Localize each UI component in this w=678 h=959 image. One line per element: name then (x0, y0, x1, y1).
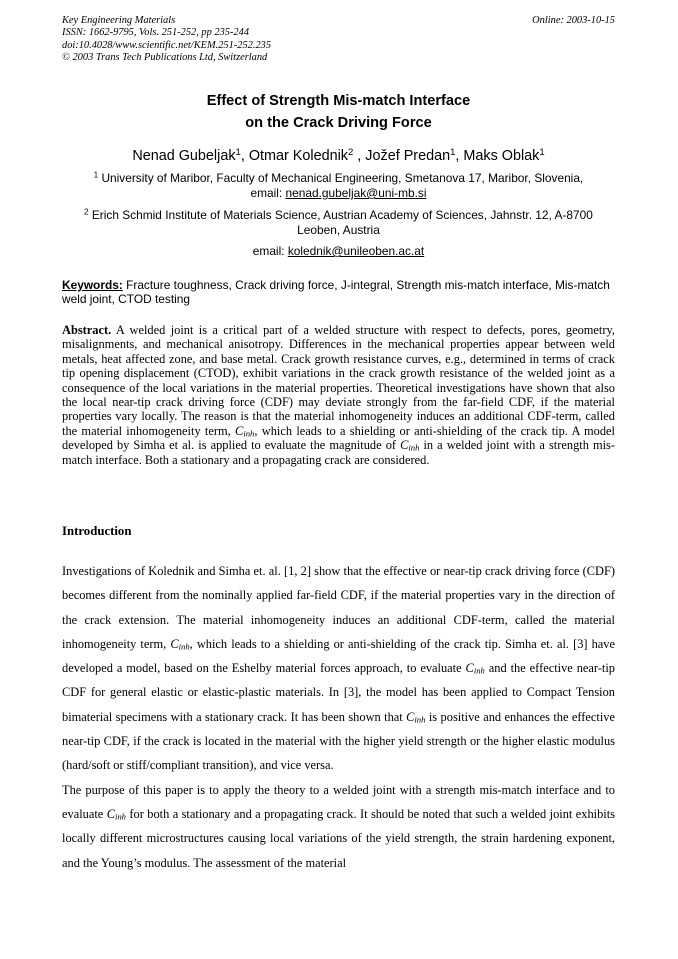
author-separator: , (455, 148, 464, 164)
author-list (62, 146, 615, 166)
keywords-label: Keywords: (62, 278, 123, 292)
symbol-cinh: $C_{inh}$ (106, 806, 127, 822)
author (132, 148, 249, 164)
affiliation-2-email (62, 244, 615, 259)
abstract-label: Abstract. (62, 323, 112, 337)
online-date: Online: 2003-10-15 (532, 15, 615, 26)
email-label: email: (250, 186, 286, 200)
title-line-1: Effect of Strength Mis-match Interface (206, 93, 471, 109)
affiliation-number: 2 (84, 207, 89, 217)
paper-title (62, 90, 615, 134)
author-name: Maks Oblak (463, 148, 540, 164)
author-name: Jožef Predan (365, 148, 451, 164)
author-affil-mark: 1 (450, 146, 456, 158)
abstract-text: in a welded joint with a strength mis-match interface. Both a stationary and a propagating crack are considered. (62, 438, 615, 467)
doi-line: doi:10.4028/www.scientific.net/KEM.251-252.235 (62, 39, 272, 51)
author-separator: , (240, 148, 249, 164)
title-line-2: on the Crack Driving Force (245, 115, 432, 131)
email-label: email: (252, 244, 288, 258)
author-separator: , (353, 148, 366, 164)
keywords-text: Fracture toughness, Crack driving force, J-integral, Strength mis-match interface, Mis-match weld joint, CTOD testing (62, 278, 610, 307)
paragraph: Investigations of Kolednik and Simha et. al. [1, 2] show that the effective or near-tip crack driving force (CDF) becomes different from the nominally applied far-field CDF, if the material properties vary in the direction of the crack extension. The material inhomogeneity induces an additional CDF-term, called the material inhomogeneity term, $C_{inh}$, which leads to a shielding or anti-shielding of the crack tip. Simha et. al. [3] have developed a model, based on the Eshelby material forces approach, to evaluate $C_{inh}$ and the effective near-tip CDF for general elastic or elastic-plastic materials. In [3], the model has been applied to Compact Tension bimaterial specimens with a stationary crack. It has been shown that $C_{inh}$ is positive and enhances the effective near-tip CDF, if the crack is located in the material with the higher yield strength or the higher elastic modulus (hard/soft or stiff/compliant transition), and vice versa. (62, 564, 615, 773)
abstract-text: A welded joint is a critical part of a welded structure with respect to defects, pores, geometry, misalignments, and mechanical anisotropy. Differences in the mechanical properties appear between weld metals, heat affected zone, and base metal. Crack growth resistance curves, e.g., determined in terms of crack tip opening displacement (CTOD), exhibit variations in the crack growth resistance of the welded joint as a consequence of the local variations in the material properties. Theoretical investigations have shown that also the local near-tip crack driving force (CDF) may deviate strongly from the far-field CDF, if the material properties vary locally. The reason is that the material inhomogeneity induces an additional CDF-term, called the material inhomogeneity term, (62, 323, 615, 438)
affiliation-text: University of Maribor, Faculty of Mechanical Engineering, Smetanova 17, Maribor, Slovenia, (101, 171, 584, 185)
copyright-line: © 2003 Trans Tech Publications Ltd, Switzerland (62, 52, 268, 64)
symbol-cinh: $C_{inh}$ (400, 438, 420, 453)
affiliation-2 (62, 208, 615, 238)
paragraph: The purpose of this paper is to apply the theory to a welded joint with a strength mis-match interface and to evaluate $C_{inh}$ for both a stationary and a propagating crack. It should be noted that such a welded joint exhibits locally different microstructures causing local variations of the yield strength, the strain hardening exponent, and the Young’s modulus. The assessment of the material (62, 782, 615, 870)
author-name: Nenad Gubeljak (132, 148, 236, 164)
affiliation-1 (62, 171, 615, 201)
introduction-body (62, 559, 615, 875)
affiliation-number: 1 (93, 170, 99, 180)
author (463, 148, 544, 164)
author-affil-mark: 2 (348, 146, 354, 158)
issn-line: ISSN: 1662-9795, Vols. 251-252, pp 235-244 (62, 27, 250, 39)
journal-name: Key Engineering Materials (62, 15, 176, 26)
abstract (62, 323, 615, 467)
author-affil-mark: 1 (235, 146, 241, 158)
symbol-cinh: $C_{inh}$ (465, 661, 485, 676)
abstract-text: , which leads to a shielding or anti-shielding of the crack tip. A model developed by Simha et al. is applied to evaluate the magnitude of (62, 423, 615, 453)
author (249, 148, 365, 164)
symbol-cinh: $C_{inh}$ (235, 423, 255, 439)
keywords (62, 278, 615, 307)
journal-header (62, 15, 442, 65)
section-heading-introduction: Introduction (62, 524, 132, 538)
email-link[interactable]: kolednik@unileoben.ac.at (287, 244, 425, 258)
author-name: Otmar Kolednik (248, 148, 348, 164)
symbol-cinh: $C_{inh}$ (406, 709, 426, 725)
affiliation-text: Erich Schmid Institute of Materials Science, Austrian Academy of Sciences, Jahnstr. 12, A-8700 Leoben, Austria (91, 208, 593, 237)
author-affil-mark: 1 (539, 146, 545, 158)
email-link[interactable]: nenad.gubeljak@uni-mb.si (285, 186, 427, 200)
symbol-cinh: $C_{inh}$ (170, 636, 190, 652)
author (365, 148, 463, 164)
